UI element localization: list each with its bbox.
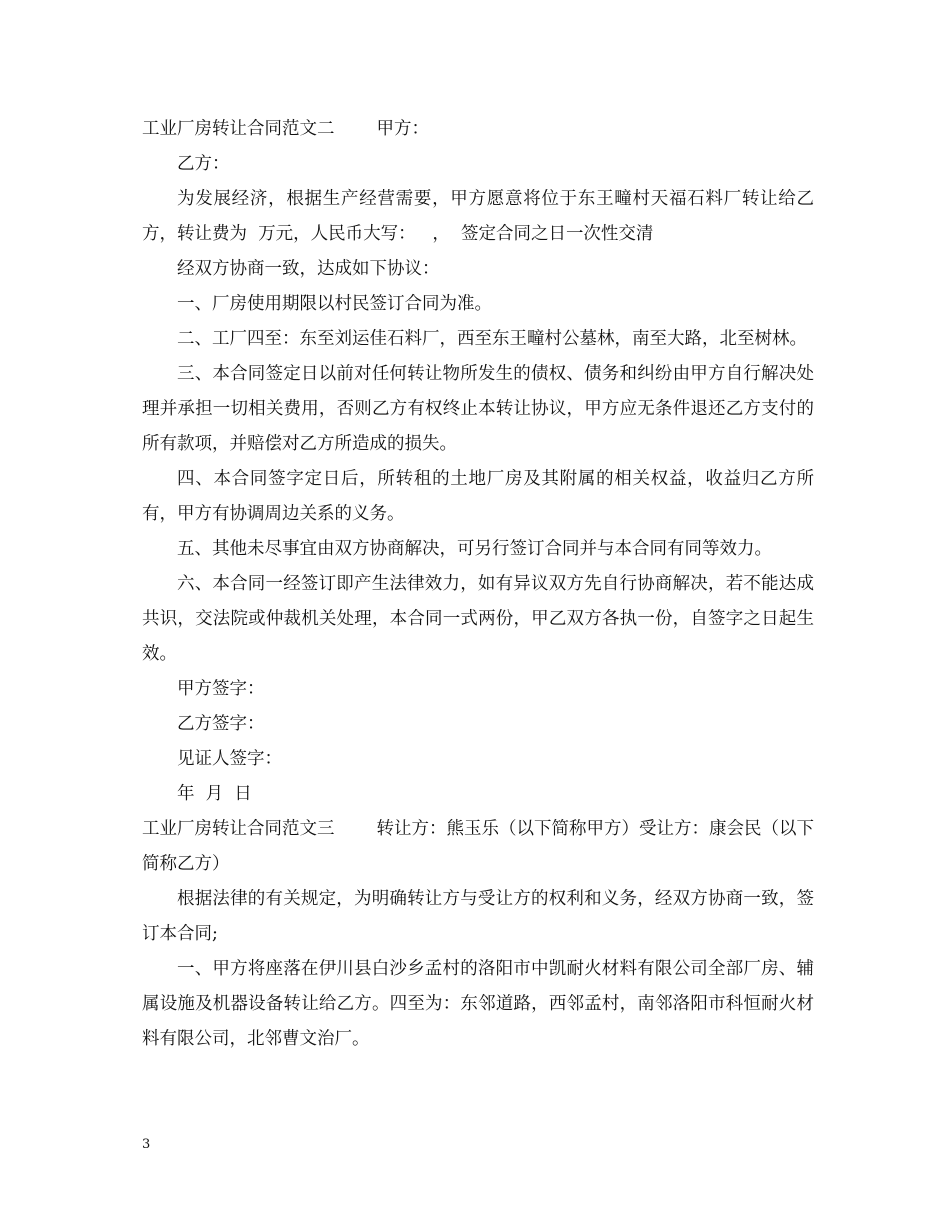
contract-3-preamble: 根据法律的有关规定，为明确转让方与受让方的权利和义务，经双方协商一致，签订本合同; [142,889,814,944]
contract-2-party-b: 乙方： [177,154,230,174]
contract-3-parties: 转让方：熊玉乐（以下简称甲方）受让方：康会民（以下简称乙方） [142,819,814,874]
witness-signature-line: 见证人签字： [177,749,282,769]
contract-2-clause-5: 五、其他未尽事宜由双方协商解决，可另行签订合同并与本合同有同等效力。 [177,539,772,559]
contract-3-clause-1: 一、甲方将座落在伊川县白沙乡孟村的洛阳市中凯耐火材料有限公司全部厂房、辅属设施及机器设备转让给乙方。四至为：东邻道路，西邻孟村，南邻洛阳市科恒耐火材料有限公司，北邻曹文治厂。 [142,959,814,1049]
contract-2-clause-2: 二、工厂四至：东至刘运佳石料厂，西至东王疃村公墓林，南至大路，北至树林。 [177,329,807,349]
document-body [142,112,814,1057]
party-b-signature-line: 乙方签字： [177,714,265,734]
contract-2-party-a: 甲方： [376,119,429,139]
contract-2-agreement-intro: 经双方协商一致，达成如下协议： [177,259,440,279]
page-number: 3 [142,1137,151,1152]
contract-2-clause-1: 一、厂房使用期限以村民签订合同为准。 [177,294,492,314]
contract-3-title: 工业厂房转让合同范文三 [142,819,335,839]
contract-2-heading [142,112,814,147]
contract-3-heading [142,812,814,882]
contract-2-clause-6: 六、本合同一经签订即产生法律效力，如有异议双方先自行协商解决，若不能达成共识，交法院或仲裁机关处理，本合同一式两份，甲乙双方各执一份，自签字之日起生效。 [142,574,814,664]
contract-2-clause-4: 四、本合同签字定日后，所转租的土地厂房及其附属的相关权益，收益归乙方所有，甲方有协调周边关系的义务。 [142,469,814,524]
contract-2-clause-3: 三、本合同签定日以前对任何转让物所发生的债权、债务和纠纷由甲方自行解决处理并承担一切相关费用，否则乙方有权终止本转让协议，甲方应无条件退还乙方支付的所有款项，并赔偿对乙方所造成的损失。 [142,364,814,454]
contract-2-preamble: 为发展经济，根据生产经营需要，甲方愿意将位于东王疃村天福石料厂转让给乙方，转让费为 万元，人民币大写： ， 签定合同之日一次性交清 [142,189,814,244]
party-a-signature-line: 甲方签字： [177,679,265,699]
date-line: 年 月 日 [177,784,252,804]
contract-2-title: 工业厂房转让合同范文二 [142,119,335,139]
